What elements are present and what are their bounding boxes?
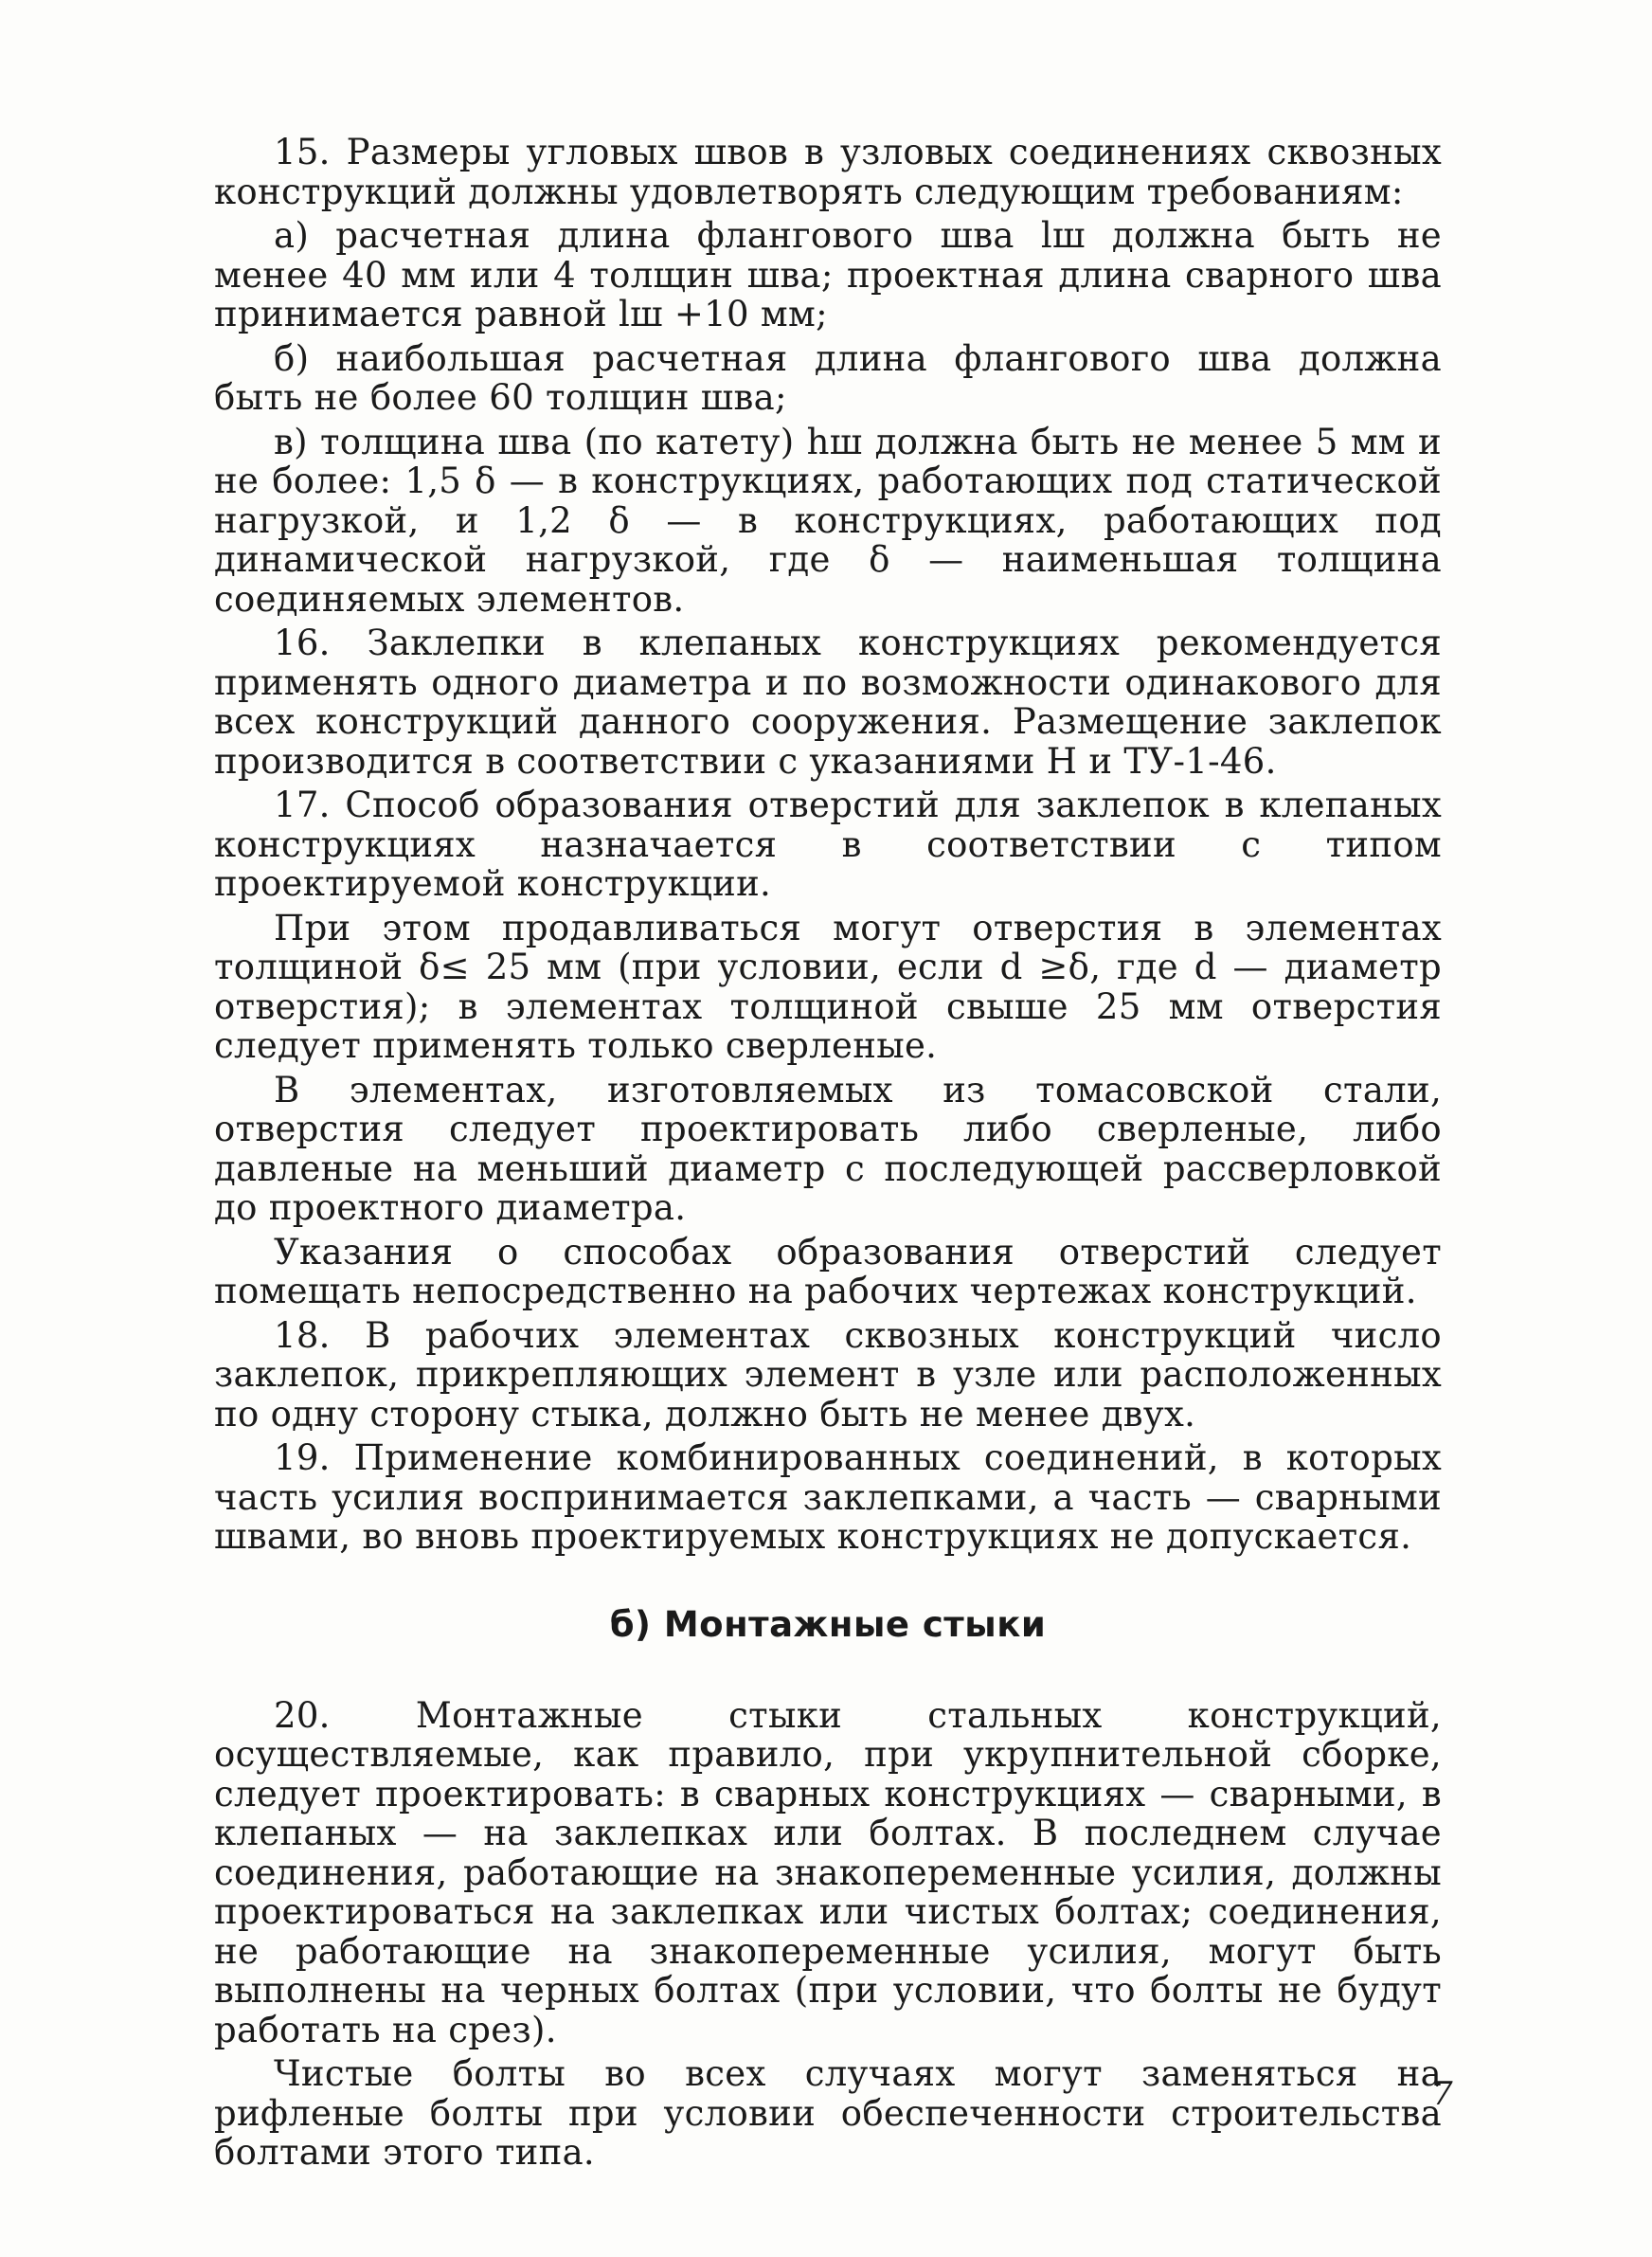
page-number: 7 — [1432, 2075, 1453, 2113]
paragraph-18: 18. В рабочих элементах сквозных конструкций число заклепок, прикрепляющих элемент в узле или расположенных по одну сторону стыка, должно быть не менее двух. — [214, 1314, 1442, 1435]
paragraph-17: 17. Способ образования отверстий для заклепок в клепаных конструкциях назначается в соответствии с типом проектируемой конструкции. — [214, 785, 1442, 904]
paragraph-16: 16. Заклепки в клепаных конструкциях рекомендуется применять одного диаметра и по возможности одинакового для всех конструкций данного сооружения. Размещение заклепок производится в соответствии с указаниями Н и ТУ-1-46. — [214, 623, 1442, 782]
paragraph-15-b: б) наибольшая расчетная длина флангового шва должна быть не более 60 толщин шва; — [214, 337, 1442, 418]
paragraph-15-c: в) толщина шва (по катету) hш должна быть не менее 5 мм и не более: 1,5 δ — в конструкциях, работающих под статической нагрузкой, и 1,2 δ — в конструкциях, работающих под динамической нагрузкой, где δ — наименьшая толщина соединяемых элементов. — [214, 421, 1442, 620]
paragraph-17-instructions: Указания о способах образования отверстий следует помещать непосредственно на рабочих чертежах конструкций. — [214, 1231, 1442, 1311]
page-content — [214, 133, 1442, 2177]
paragraph-15: 15. Размеры угловых швов в узловых соединениях сквозных конструкций должны удовлетворять следующим требованиям: — [214, 132, 1442, 212]
paragraph-20: 20. Монтажные стыки стальных конструкций, осуществляемые, как правило, при укрупнительной сборке, следует проектировать: в сварных конструкциях — сварными, в клепаных — на заклепках или болтах. В последнем случае соединения, работающие на знакопеременные усилия, должны проектироваться на заклепках или чистых болтах; соединения, не работающие на знакопеременные усилия, могут быть выполнены на черных болтах (при условии, что болты не будут работать на срез). — [214, 1694, 1442, 2050]
paragraph-17-thomas-steel: В элементах, изготовляемых из томасовской стали, отверстия следует проектировать либо сверленые, либо давленые на меньший диаметр с последующей рассверловкой до проектного диаметра. — [214, 1069, 1442, 1228]
paragraph-20-bolts: Чистые болты во всех случаях могут заменяться на рифленые болты при условии обеспеченности строительства болтами этого типа. — [214, 2053, 1442, 2173]
section-heading: б) Монтажные стыки — [609, 1603, 1047, 1645]
paragraph-17-punching: При этом продавливаться могут отверстия в элементах толщиной δ≤ 25 мм (при условии, если d ≥δ, где d — диаметр отверстия); в элементах толщиной свыше 25 мм отверстия следует применять только сверленые. — [214, 907, 1442, 1066]
paragraph-15-a: а) расчетная длина флангового шва lш должна быть не менее 40 мм или 4 толщин шва; проектная длина сварного шва принимается равной lш +10 мм; — [214, 215, 1442, 334]
paragraph-19: 19. Применение комбинированных соединений, в которых часть усилия воспринимается заклепками, а часть — сварными швами, во вновь проектируемых конструкциях не допускается. — [214, 1437, 1442, 1557]
